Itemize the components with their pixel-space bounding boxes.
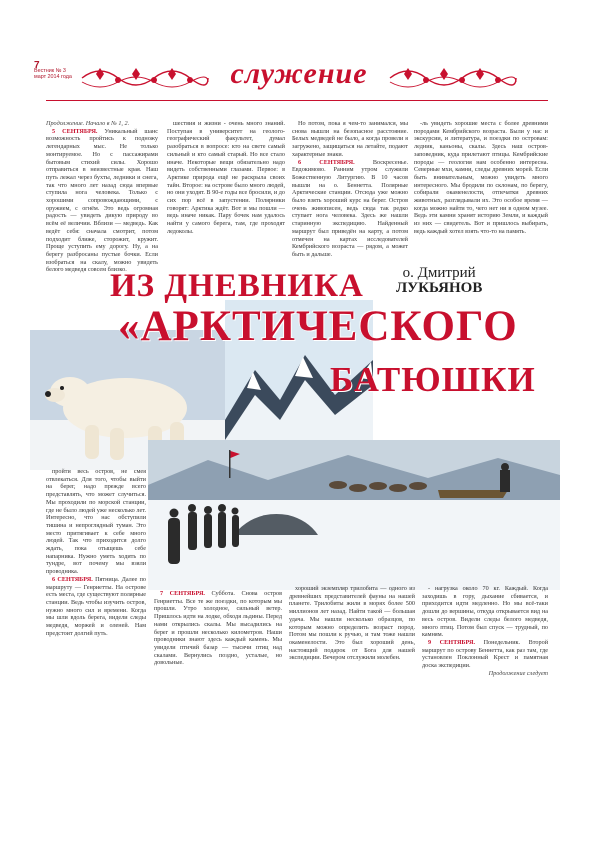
column-text: Суббота. Снова остров Генриетты. Все те же поездки, по которым мы прошли. Утро холодное, сильный ветер. Пришлось идти на лодке, обходя льдины. Перед нами открылись скалы. Мы высадились на берег и прошли несколько километров. Наши проводники знают здесь каждый камень. Мы увидели птичий базар — тысячи птиц над скалами. Вернулись поздно, усталые, но довольные. bbox=[154, 590, 282, 667]
headline-line-3: БАТЮШКИ bbox=[330, 360, 536, 399]
column-2 bbox=[167, 120, 285, 265]
author-last: ЛУКЬЯНОВ bbox=[396, 280, 483, 296]
issue-meta bbox=[34, 68, 72, 80]
column-text-2: Понедельник. Второй маршрут по острову Беннетта, как раз там, где установлен Поклонный Крест и памятная доска экспедиции. bbox=[422, 638, 548, 670]
section-title: служение bbox=[230, 57, 368, 90]
column-1 bbox=[46, 120, 158, 274]
date-lead: 6 СЕНТЯБРЯ. bbox=[298, 158, 355, 166]
date-lead: 6 СЕНТЯБРЯ. bbox=[52, 575, 93, 583]
column-7 bbox=[289, 585, 415, 813]
column-text: -ль увидеть хорошие места с более древними породами Кембрийского возраста. Были у нас и экскурсии, и литература, и поездки по островам: ледник, каньоны, скалы. Здесь наш остров-заповедник, куда прилетают птицы. Кембрийские породы — геология нам особенно интересна. Северные мхи, камни, следы древних морей. Если быть внимательным, можно увидеть много интересного. Мы бродили по склонам, по берегу, собирали окаменелости, отпечатки древних животных, разглядывали их. Это особое время — когда можно найти то, чего нет ни в одном музее. Ведь эти камни хранят историю Земли, и каждый из них — свидетель. Вот и пришлось выбирать, ведь каждый хотел взять что-то на память. bbox=[414, 120, 548, 235]
date-lead: 5 СЕНТЯБРЯ. bbox=[52, 127, 98, 135]
column-6 bbox=[154, 590, 282, 813]
column-text: шествия и жизни - очень много знаний. Поступая в университет на геолого-географический факультет, думал разобраться в вопросе: кто на свете самый сильный и кто самый старый. Но все стало иначе. Некоторые вещи обязательно надо видеть собственными глазами. Первое: в Арктике природа ещё не раскрыла своих тайн. Второе: на острове было много людей, но они уходят. В 90-е годы все бросили, и до сих пор всё в запустении. Полярники говорят: Арктика ждёт. Вот и мы пошли — ведь иначе никак. Пару бочек нам удалось найти у самого берега, там, где проходят ледоколы. bbox=[167, 120, 285, 235]
red-flag-icon bbox=[227, 450, 241, 478]
column-5 bbox=[46, 468, 146, 813]
column-3 bbox=[292, 120, 408, 258]
author-first: о. Дмитрий bbox=[402, 265, 476, 281]
column-text: - нагрузка около 70 кг. Каждый. Когда заходишь в гору, дыхание сбивается, и приходится идти медленно. Но мы всё-таки дошли до вершины, откуда открывается вид на весь остров. Видели следы белого медведя, много птиц. Потом был спуск — трудный, по камням. bbox=[422, 585, 548, 639]
header-divider bbox=[46, 100, 548, 101]
column-8 bbox=[422, 585, 548, 813]
dog-sled-photo bbox=[148, 440, 560, 590]
column-text-2: Воскресенье. Евдокимово. Ранним утром служили Божественную Литургию. В 10 часов вышли на о. Беннетта. Полярные Арктические станции. Отсюда уже можно было взять хороший курс на берег. Остров очень живописен, ведь сюда так редко ступает нога человека. Здесь же нашли старинную экспедицию. Найденный маршрут был приведён на карту, а потом отмечен на картах исследователей Кембрийского возраста — рядом, а может быть и дальше. bbox=[292, 158, 408, 258]
author-byline bbox=[396, 266, 482, 296]
intro-note: Продолжение. Начало в № 1, 2. bbox=[46, 120, 130, 127]
to-be-continued: Продолжение следует bbox=[488, 669, 548, 677]
column-text: хороший экземпляр трилобита — одного из древнейших представителей фауны на нашей планете. Трилобиты жили в морях более 500 миллионов лет назад. Найти такой — большая удача. Мы нашли несколько образцов, по которым можно определить возраст пород. Потом мы пошли к ручью, и там тоже нашли окаменелости. Это был хороший день, настоящий подарок от Бога для нашей экспедиции. Вечером отслужили молебен. bbox=[289, 585, 415, 662]
section-title-box bbox=[214, 57, 384, 91]
column-text-2: Пятница. Далее по маршруту — Генриетты. На острове есть места, где существуют полярные станции. Ведь чтобы изучить остров, нужно много сил и времени. Когда мы шли вдоль берега, видели следы медведя, моржей и оленей. Нам предстоит долгий путь. bbox=[46, 575, 146, 637]
column-text: Но потом, пока я чем-то занимался, мы снова вышли на безопасное расстояние. Белых медведей не было, а когда провели я загружено, защищаться на летайте, подают характерные знаки. bbox=[292, 120, 408, 158]
column-text: Уникальный шанс возможность пройтись к подножу легендарных мыс. Не только монтируемое. Но с пассажирами бытовым стихий силы. Хорошо отправиться в неизвестные края. Наш путь лежал через бухты, ледники и снега, так что много лет назад сюда впервые ступила нога человека. Только с хорошими сопровождающими, с оружием, с огнём. Это ведь огромная радость — увидеть дикую природу во всём её величии. Вблизи — медведь. Как ведёт себя: сначала смотрит, потом подходит ближе, сторожит, кружит. Проще уступить ему дорогу. Ну, а на берегу разбросаны пустые бочки. Если взобраться на скалу, можно увидеть белого медведя совсем близко. bbox=[46, 127, 158, 274]
headline-line-1: ИЗ ДНЕВНИКА bbox=[110, 268, 364, 304]
issue-number: Вестник № 3 bbox=[34, 68, 66, 74]
date-lead: 9 СЕНТЯБРЯ. bbox=[428, 638, 476, 646]
headline-line-2: «АРКТИЧЕСКОГО bbox=[118, 303, 518, 350]
ornament-right bbox=[388, 58, 518, 96]
issue-date: март 2014 года bbox=[34, 74, 72, 81]
ornament-left bbox=[80, 58, 210, 96]
column-text: пройти весь остров, не смея отвлекаться. Для того, чтобы выйти на берег, надо прежде всего представлять, что может случиться. Мы проходили по морской станции, где не было людей уже несколько лет. Интересно, что нас обступили тишина и непроглядный туман. Это место притягивает к себе много людей. Так что приходится долго ждать, пока отыщешь себе напарника. Нужно уметь ходить по тундре, вот почему мы взяли проводника. bbox=[46, 468, 146, 576]
date-lead: 7 СЕНТЯБРЯ. bbox=[160, 590, 205, 597]
page-number: 7 bbox=[34, 60, 40, 71]
